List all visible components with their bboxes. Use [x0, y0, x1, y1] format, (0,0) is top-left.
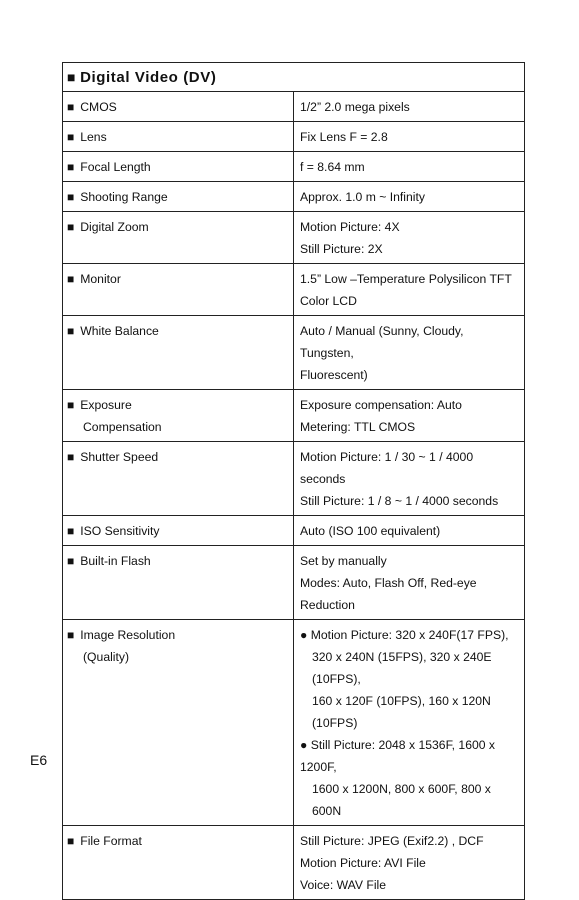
spec-value-cell — [294, 516, 525, 546]
spec-label-cell — [63, 546, 294, 620]
spec-value-line: Metering: TTL CMOS — [300, 420, 416, 434]
spec-value-line: Motion Picture: 1 / 30 ~ 1 / 4000 seconds — [300, 450, 474, 486]
spec-value-cell — [294, 546, 525, 620]
bullet-square-icon: ■ — [67, 450, 75, 464]
spec-row — [63, 390, 525, 442]
spec-label: Exposure — [80, 398, 132, 412]
spec-label: Image Resolution — [80, 628, 176, 642]
spec-label: Lens — [80, 130, 107, 144]
spec-row — [63, 620, 525, 826]
bullet-square-icon: ■ — [67, 220, 75, 234]
spec-value-cell — [294, 122, 525, 152]
bullet-square-icon: ■ — [67, 160, 75, 174]
spec-value-cell — [294, 390, 525, 442]
spec-label: Focal Length — [80, 160, 151, 174]
spec-label: White Balance — [80, 324, 159, 338]
spec-row — [63, 92, 525, 122]
spec-value-line: ● Motion Picture: 320 x 240F(17 FPS), — [300, 628, 509, 642]
spec-label: Shooting Range — [80, 190, 168, 204]
bullet-square-icon: ■ — [67, 100, 75, 114]
spec-value-line: Still Picture: 1 / 8 ~ 1 / 4000 seconds — [300, 494, 499, 508]
spec-value-cell — [294, 316, 525, 390]
spec-value-line: Exposure compensation: Auto — [300, 398, 462, 412]
spec-row — [63, 442, 525, 516]
spec-row — [63, 516, 525, 546]
bullet-square-icon: ■ — [67, 272, 75, 286]
bullet-square-icon: ■ — [67, 398, 75, 412]
spec-label: Shutter Speed — [80, 450, 159, 464]
spec-value-line: Fluorescent) — [300, 368, 368, 382]
spec-value-cell — [294, 442, 525, 516]
spec-row — [63, 316, 525, 390]
spec-value-line: ● Still Picture: 2048 x 1536F, 1600 x 1200F, — [300, 738, 496, 774]
bullet-square-icon: ■ — [67, 554, 75, 568]
spec-row — [63, 212, 525, 264]
spec-label-cell — [63, 516, 294, 546]
spec-value-cell — [294, 212, 525, 264]
spec-label-cell — [63, 390, 294, 442]
spec-value-cell — [294, 152, 525, 182]
spec-label-cell — [63, 182, 294, 212]
spec-label-cell — [63, 122, 294, 152]
spec-label-cell — [63, 264, 294, 316]
spec-label-cell — [63, 826, 294, 900]
spec-value-line: Still Picture: 2X — [300, 242, 383, 256]
spec-value-line: 1600 x 1200N, 800 x 600F, 800 x 600N — [312, 782, 491, 818]
spec-label-cell — [63, 442, 294, 516]
spec-value-cell — [294, 264, 525, 316]
spec-label: Compensation — [83, 420, 162, 434]
spec-value-line: 160 x 120F (10FPS), 160 x 120N (10FPS) — [312, 694, 491, 730]
spec-label: CMOS — [80, 100, 117, 114]
spec-value-line: Approx. 1.0 m ~ Infinity — [300, 190, 425, 204]
spec-label-cell — [63, 152, 294, 182]
spec-label: Built-in Flash — [80, 554, 151, 568]
spec-row — [63, 264, 525, 316]
spec-label-cell — [63, 620, 294, 826]
spec-value-line: Voice: WAV File — [300, 878, 387, 892]
spec-value-line: f = 8.64 mm — [300, 160, 365, 174]
spec-value-cell — [294, 182, 525, 212]
spec-label: (Quality) — [83, 650, 130, 664]
section-title: Digital Video (DV) — [80, 69, 217, 86]
spec-label: Digital Zoom — [80, 220, 149, 234]
section-title-row — [63, 63, 525, 92]
spec-value-line: Set by manually — [300, 554, 387, 568]
spec-value-cell — [294, 826, 525, 900]
section-title-cell — [63, 63, 525, 92]
spec-label-cell — [63, 316, 294, 390]
spec-value-line: Fix Lens F = 2.8 — [300, 130, 388, 144]
spec-row — [63, 182, 525, 212]
spec-value-line: Motion Picture: 4X — [300, 220, 400, 234]
bullet-square-icon: ■ — [67, 628, 75, 642]
bullet-square-icon: ■ — [67, 324, 75, 338]
spec-table — [62, 62, 525, 900]
spec-value-cell — [294, 92, 525, 122]
spec-value-line: 1.5” Low –Temperature Polysilicon TFT Color LCD — [300, 272, 512, 308]
spec-value-line: Auto / Manual (Sunny, Cloudy, Tungsten, — [300, 324, 464, 360]
bullet-square-icon: ■ — [67, 69, 77, 85]
spec-label-cell — [63, 92, 294, 122]
spec-row — [63, 826, 525, 900]
bullet-square-icon: ■ — [67, 190, 75, 204]
spec-row — [63, 122, 525, 152]
spec-row — [63, 152, 525, 182]
bullet-square-icon: ■ — [67, 130, 75, 144]
spec-label: Monitor — [80, 272, 121, 286]
spec-label: ISO Sensitivity — [80, 524, 160, 538]
spec-label-cell — [63, 212, 294, 264]
spec-value-line: 1/2” 2.0 mega pixels — [300, 100, 410, 114]
bullet-square-icon: ■ — [67, 524, 75, 538]
spec-value-line: Motion Picture: AVI File — [300, 856, 426, 870]
spec-label: File Format — [80, 834, 142, 848]
spec-value-line: Auto (ISO 100 equivalent) — [300, 524, 441, 538]
spec-value-line: 320 x 240N (15FPS), 320 x 240E (10FPS), — [312, 650, 492, 686]
spec-value-cell — [294, 620, 525, 826]
spec-value-line: Still Picture: JPEG (Exif2.2) , DCF — [300, 834, 484, 848]
bullet-square-icon: ■ — [67, 834, 75, 848]
page-number: E6 — [30, 752, 48, 768]
spec-value-line: Modes: Auto, Flash Off, Red-eye Reduction — [300, 576, 477, 612]
spec-row — [63, 546, 525, 620]
